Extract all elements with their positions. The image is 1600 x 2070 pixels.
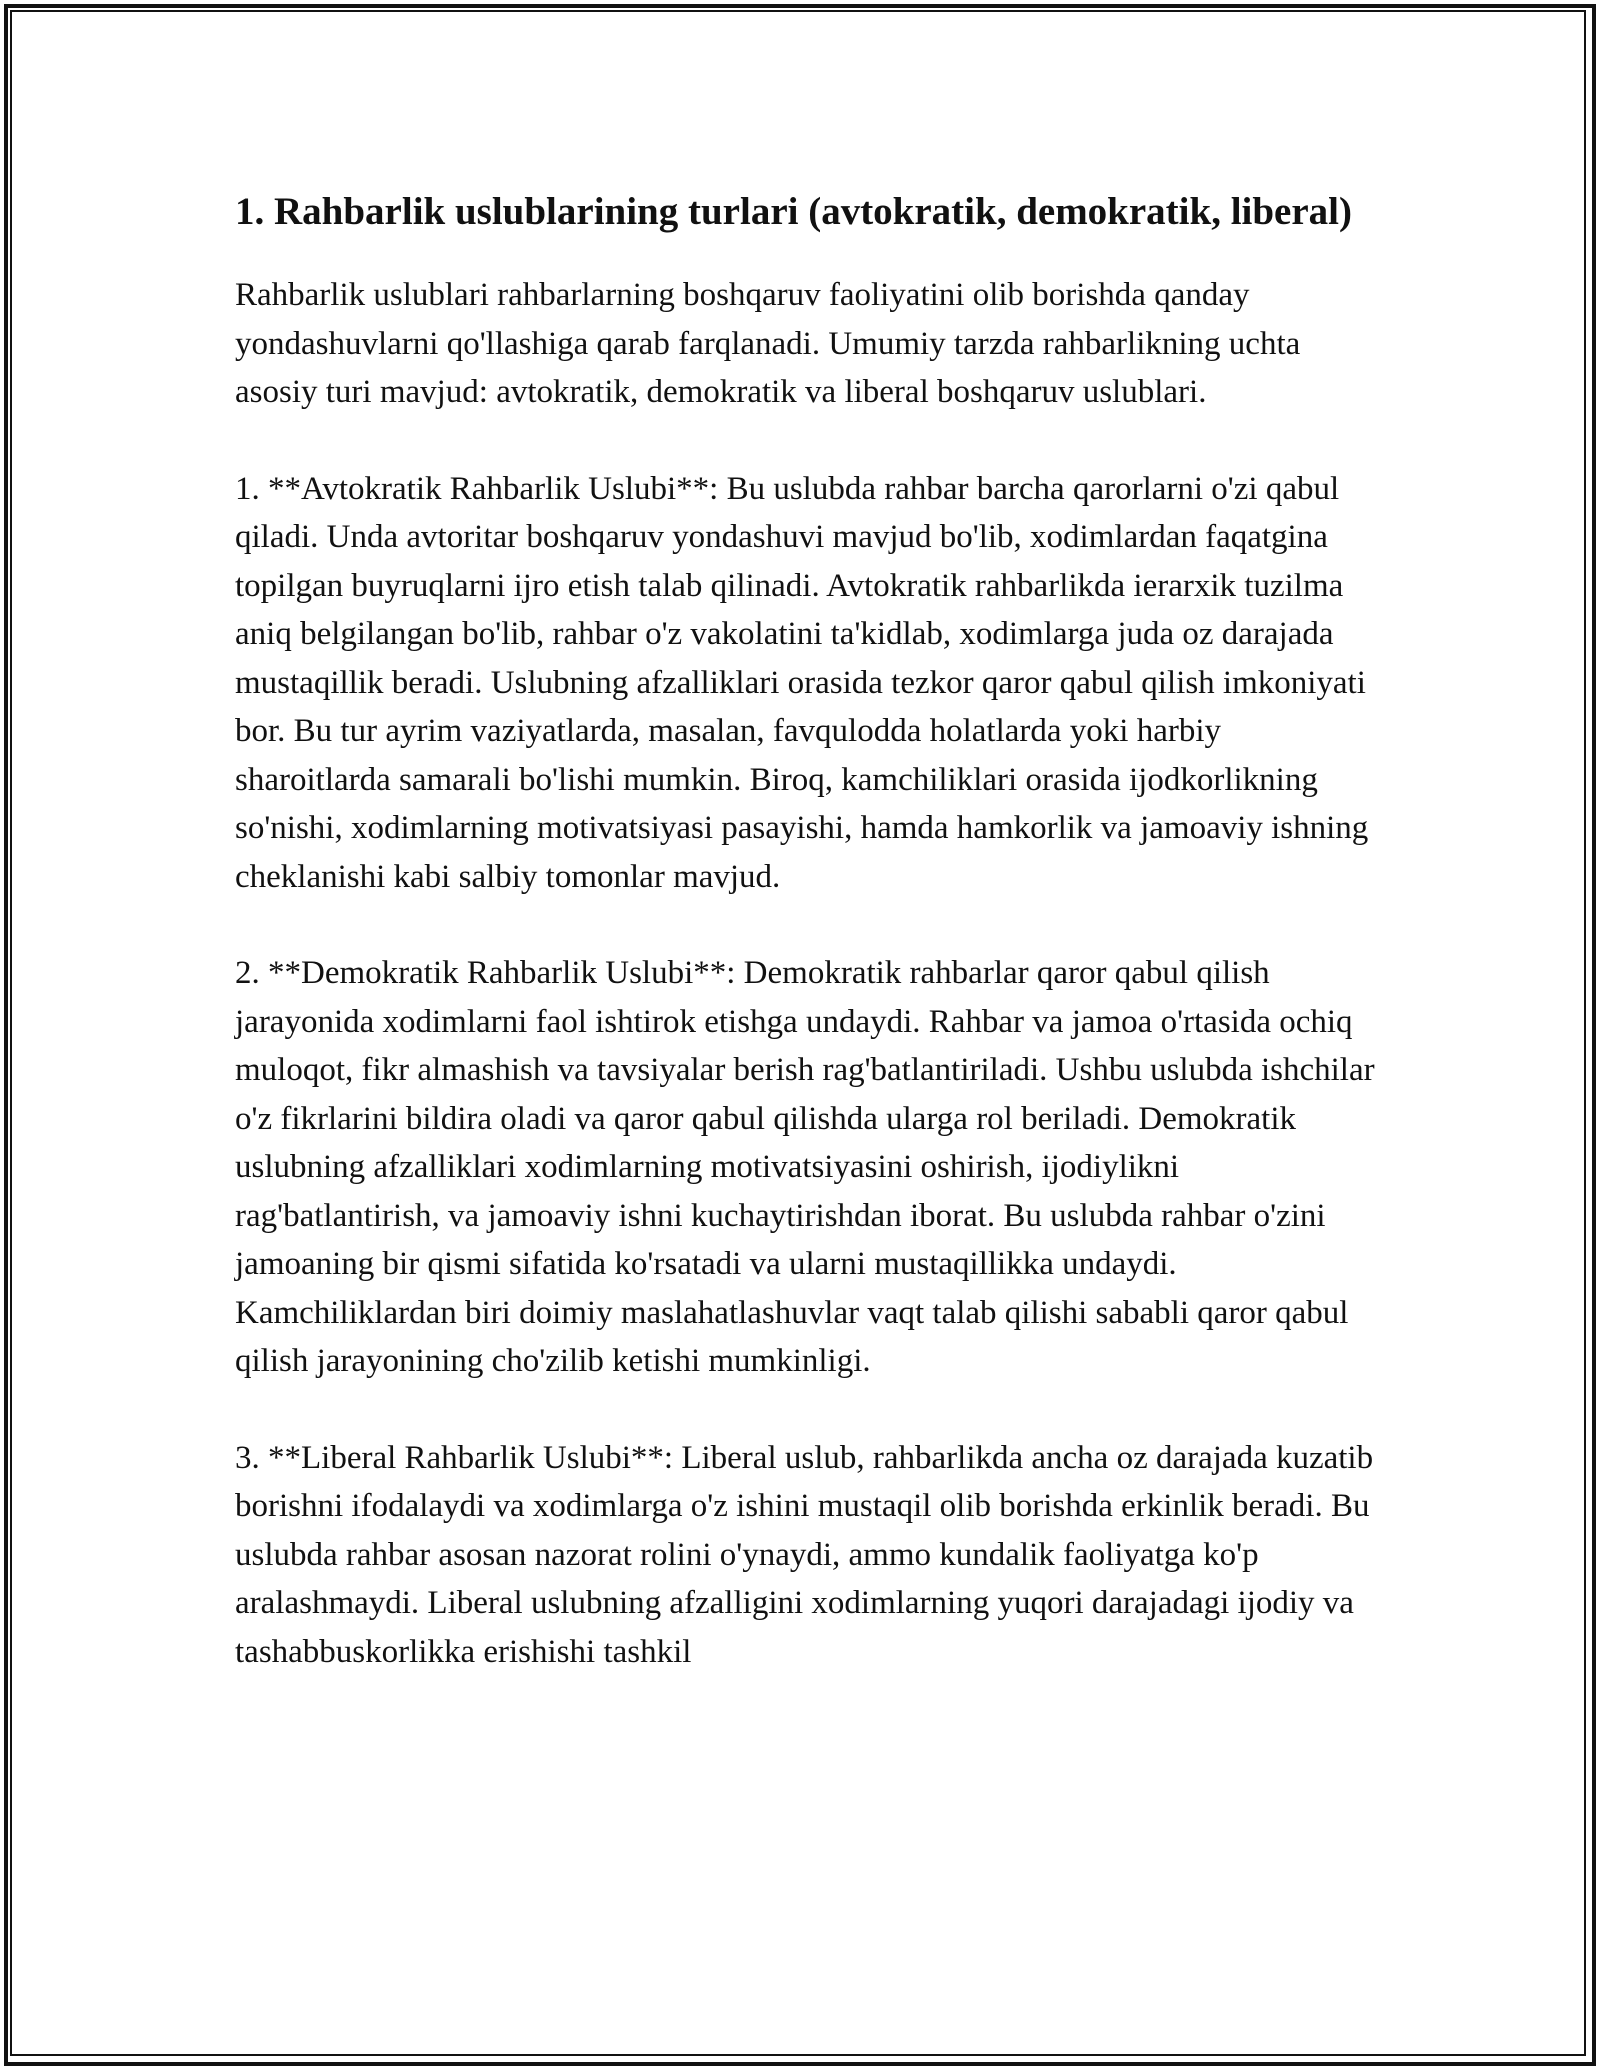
paragraph-democratic: 2. **Demokratik Rahbarlik Uslubi**: Demokratik rahbarlar qaror qabul qilish jarayonida xodimlarni faol ishtirok etishga undaydi. Rahbar va jamoa o'rtasida ochiq muloqot, fikr almashish va tavsiyalar berish rag'batlantiriladi. Ushbu uslubda ishchilar o'z fikrlarini bildira oladi va qaror qabul qilishda ularga rol beriladi. Demokratik uslubning afzalliklari xodimlarning motivatsiyasini oshirish, ijodiylikni rag'batlantirish, va jamoaviy ishni kuchaytirishdan iborat. Bu uslubda rahbar o'zini jamoaning bir qismi sifatida ko'rsatadi va ularni mustaqillikka undaydi. Kamchiliklardan biri doimiy maslahatlashuvlar vaqt talab qilishi sababli qaror qabul qilish jarayonining cho'zilib ketishi mumkinligi. [235, 955, 1375, 1379]
document-body [235, 184, 1375, 1724]
paragraph-intro: Rahbarlik uslublari rahbarlarning boshqaruv faoliyatini olib borishda qanday yondashuvlarni qo'llashiga qarab farqlanadi. Umumiy tarzda rahbarlikning uchta asosiy turi mavjud: avtokratik, demokratik va liberal boshqaruv uslublari. [235, 277, 1301, 410]
paragraph-autocratic: 1. **Avtokratik Rahbarlik Uslubi**: Bu uslubda rahbar barcha qarorlarni o'zi qabul qiladi. Unda avtoritar boshqaruv yondashuvi mavjud bo'lib, xodimlardan faqatgina topilgan buyruqlarni ijro etish talab qilinadi. Avtokratik rahbarlikda ierarxik tuzilma aniq belgilangan bo'lib, rahbar o'z vakolatini ta'kidlab, xodimlarga juda oz darajada mustaqillik beradi. Uslubning afzalliklari orasida tezkor qaror qabul qilish imkoniyati bor. Bu tur ayrim vaziyatlarda, masalan, favqulodda holatlarda yoki harbiy sharoitlarda samarali bo'lishi mumkin. Biroq, kamchiliklari orasida ijodkorlikning so'nishi, xodimlarning motivatsiyasi pasayishi, hamda hamkorlik va jamoaviy ishning cheklanishi kabi salbiy tomonlar mavjud. [235, 470, 1369, 895]
paragraph-liberal: 3. **Liberal Rahbarlik Uslubi**: Liberal uslub, rahbarlikda ancha oz darajada kuzatib borishni ifodalaydi va xodimlarga o'z ishini mustaqil olib borishda erkinlik beradi. Bu uslubda rahbar asosan nazorat rolini o'ynaydi, ammo kundalik faoliyatga ko'p aralashmaydi. Liberal uslubning afzalligini xodimlarning yuqori darajadagi ijodiy va tashabbuskorlikka erishishi tashkil [235, 1439, 1374, 1670]
section-heading: 1. Rahbarlik uslublarining turlari (avtokratik, demokratik, liberal) [235, 190, 1353, 233]
